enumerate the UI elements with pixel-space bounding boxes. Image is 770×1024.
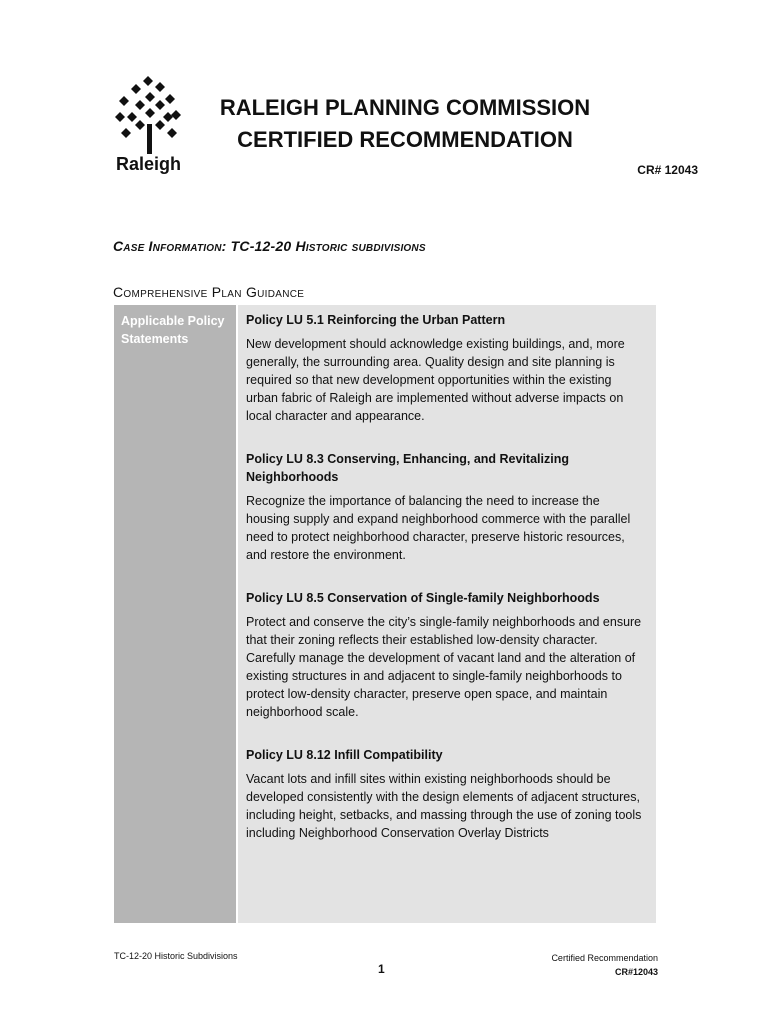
policy-table bbox=[114, 305, 656, 923]
policy-item bbox=[246, 589, 646, 721]
applicable-policy-label: Applicable Policy Statements bbox=[121, 314, 225, 346]
case-information-heading: Case Information: TC-12-20 Historic subdivisions bbox=[113, 238, 426, 254]
comprehensive-plan-heading: Comprehensive Plan Guidance bbox=[113, 284, 305, 300]
policy-heading: Policy LU 8.3 Conserving, Enhancing, and Revitalizing Neighborhoods bbox=[246, 452, 569, 484]
logo-wordmark: Raleigh bbox=[116, 154, 182, 174]
policy-body: New development should acknowledge existing buildings, and, more generally, the surrounding area. Quality design and site planning is required so that new development opportunities within the existing urban fabric of Raleigh are implemented without adverse impacts on local character and appearance. bbox=[246, 337, 625, 423]
policy-table-content-cell bbox=[238, 305, 656, 923]
policy-body: Vacant lots and infill sites within existing neighborhoods should be developed consistently with the design elements of adjacent structures, including height, setbacks, and massing through the use of zoning tools including Neighborhood Conservation Overlay Districts bbox=[246, 772, 642, 840]
page-title bbox=[200, 92, 610, 156]
policy-body: Protect and conserve the city’s single-family neighborhoods and ensure that their zoning reflects their established low-density character. Carefully manage the development of vacant land and the alteration of existing structures in and adjacent to single-family neighborhoods to protect low-density character, preserve open space, and maintain neighborhood scale. bbox=[246, 615, 642, 719]
policy-body: Recognize the importance of balancing the need to increase the housing supply and expand neighborhood commerce with the parallel need to protect neighborhood character, preserve historic resources, and restore the environment. bbox=[246, 494, 631, 562]
policy-item bbox=[246, 311, 646, 425]
footer-cr-number: CR#12043 bbox=[614, 967, 658, 977]
policy-table-label-cell bbox=[114, 305, 236, 923]
title-line-2: CERTIFIED RECOMMENDATION bbox=[237, 127, 573, 152]
cr-number: CR# 12043 bbox=[637, 163, 698, 177]
footer-doc-type: Certified Recommendation bbox=[551, 953, 658, 963]
policy-heading: Policy LU 5.1 Reinforcing the Urban Pattern bbox=[246, 313, 506, 327]
title-line-1: RALEIGH PLANNING COMMISSION bbox=[219, 95, 591, 120]
policy-heading: Policy LU 8.5 Conservation of Single-family Neighborhoods bbox=[246, 591, 600, 605]
page-number: 1 bbox=[378, 962, 385, 976]
policy-item bbox=[246, 450, 646, 564]
policy-heading: Policy LU 8.12 Infill Compatibility bbox=[246, 748, 443, 762]
footer-case-title: TC-12-20 Historic Subdivisions bbox=[114, 951, 238, 961]
policy-item bbox=[246, 746, 646, 842]
